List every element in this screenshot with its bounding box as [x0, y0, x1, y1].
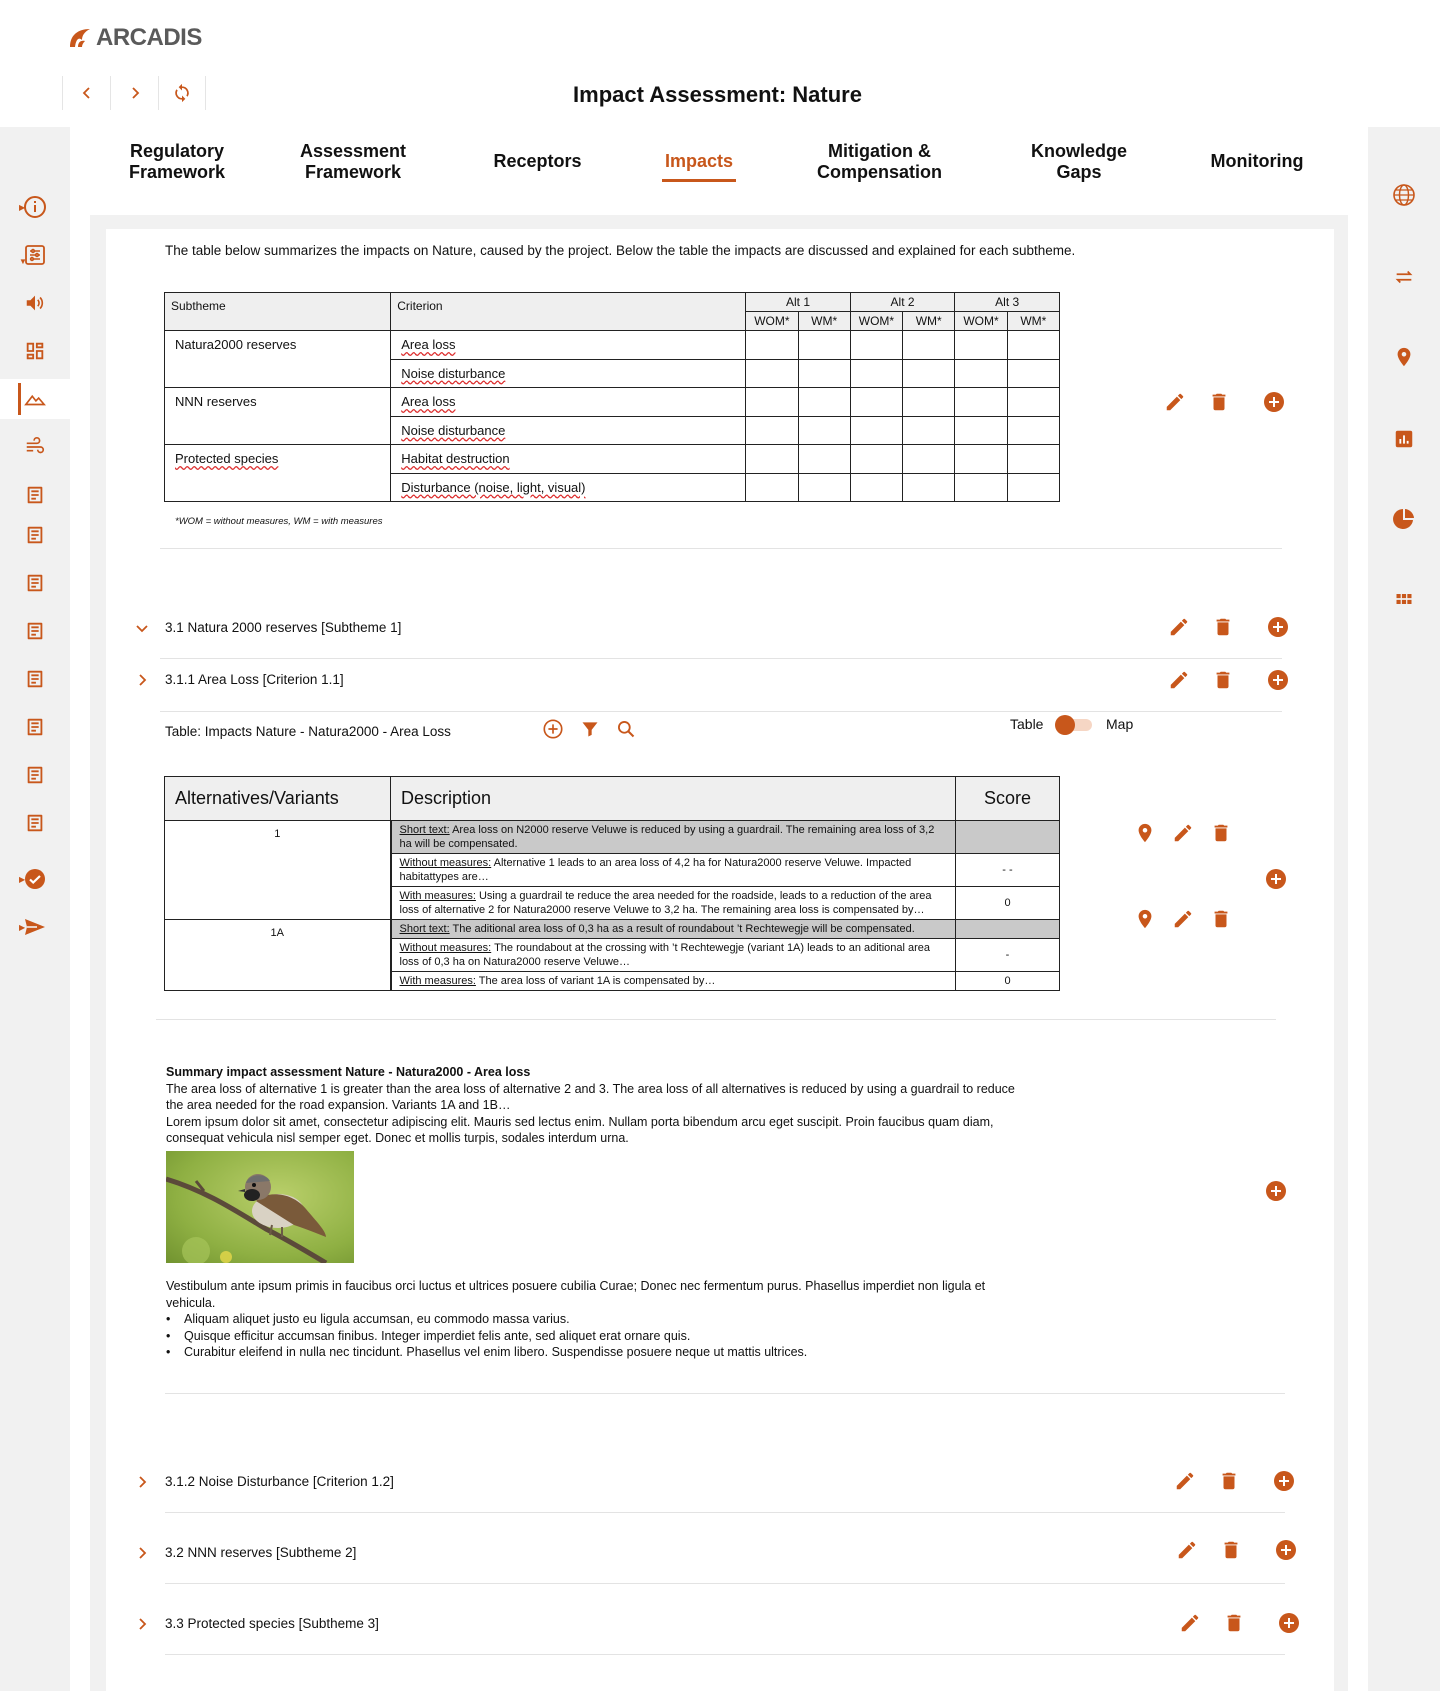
score-cell[interactable] — [955, 388, 1007, 417]
score-cell[interactable] — [1007, 359, 1059, 388]
list-item: • Quisque efficitur accumsan finibus. Integer imperdiet felis ante, sed aliquet erat ornare quis. — [166, 1328, 1026, 1345]
section-3-3-title[interactable]: 3.3 Protected species [Subtheme 3] — [165, 1616, 379, 1631]
add-circle-icon[interactable] — [1266, 615, 1290, 639]
table-footnote: *WOM = without measures, WM = with measures — [175, 516, 383, 527]
chevron-down-icon — [134, 620, 150, 636]
edit-pencil-icon[interactable] — [1172, 908, 1194, 930]
chevron-right-icon — [134, 672, 150, 688]
score-cell[interactable] — [798, 473, 850, 502]
score-cell[interactable] — [903, 416, 955, 445]
criterion-cell — [391, 445, 746, 474]
with-measures-cell[interactable] — [391, 887, 956, 920]
edit-pencil-icon[interactable] — [1174, 1470, 1196, 1492]
tab-monitoring[interactable] — [1192, 151, 1322, 172]
section-3-2-actions — [1176, 1538, 1298, 1562]
score-cell[interactable] — [746, 388, 798, 417]
with-measures-value: The area loss of variant 1A is compensated by… — [478, 975, 716, 987]
section-3-1-2-actions — [1174, 1469, 1296, 1493]
toggle-label-map: Map — [1106, 716, 1134, 732]
summary-title: Summary impact assessment Nature - Natura2000 - Area loss — [166, 1065, 531, 1079]
header-wm: WM* — [903, 312, 955, 331]
right-sidebar-bar-chart[interactable] — [1368, 419, 1440, 459]
tab-bar — [70, 127, 1368, 215]
list-item: • Curabitur eleifend in nulla nec tincidunt. Phasellus vel enim libero. Suspendisse posuere neque ut mattis ultrices. — [166, 1344, 1026, 1361]
without-measures-label: Without measures: — [399, 857, 492, 869]
expand-section-3-2[interactable] — [134, 1545, 150, 1561]
document-icon — [24, 764, 46, 786]
short-text-cell[interactable] — [391, 821, 956, 854]
divider — [165, 1512, 1285, 1513]
add-circle-icon — [1264, 867, 1288, 891]
right-sidebar — [1368, 127, 1440, 1691]
speaker-icon — [24, 292, 46, 314]
add-circle-icon[interactable] — [1272, 1469, 1296, 1493]
score-cell[interactable] — [746, 473, 798, 502]
short-text-label: Short text: — [399, 824, 450, 836]
toggle-label-table: Table — [1010, 716, 1044, 732]
summary-block — [166, 1064, 1026, 1147]
score-cell[interactable] — [746, 331, 798, 360]
sidebar-item-doc-1[interactable] — [0, 475, 70, 515]
delete-trash-icon[interactable] — [1210, 822, 1232, 844]
info-icon — [23, 195, 47, 219]
edit-pencil-icon[interactable] — [1172, 822, 1194, 844]
score-cell — [956, 920, 1060, 939]
brand-name: ARCADIS — [96, 24, 202, 51]
document-icon — [24, 812, 46, 834]
delete-trash-icon[interactable] — [1212, 669, 1234, 691]
refresh-button[interactable] — [158, 76, 206, 110]
criterion-cell — [391, 473, 746, 502]
edit-pencil-icon[interactable] — [1168, 669, 1190, 691]
header-wm: WM* — [798, 312, 850, 331]
edit-pencil-icon[interactable] — [1179, 1612, 1201, 1634]
grid-icon — [1394, 589, 1414, 609]
sidebar-item-send[interactable] — [0, 907, 70, 947]
short-text-label: Short text: — [399, 923, 450, 935]
left-sidebar — [0, 127, 70, 1691]
header-criterion: Criterion — [391, 293, 746, 331]
score-cell[interactable] — [850, 388, 902, 417]
score-cell[interactable] — [903, 331, 955, 360]
score-cell[interactable] — [1007, 473, 1059, 502]
criterion-cell — [391, 388, 746, 417]
add-circle-icon[interactable] — [1266, 668, 1290, 692]
score-cell[interactable] — [850, 473, 902, 502]
sidebar-item-doc-8[interactable] — [0, 803, 70, 843]
score-cell[interactable] — [850, 445, 902, 474]
arcadis-logo — [68, 24, 202, 52]
bullet-list — [166, 1311, 1026, 1361]
alt1-actions — [1134, 822, 1232, 844]
chevron-right-icon — [128, 86, 142, 100]
score-cell[interactable] — [850, 331, 902, 360]
header-wm: WM* — [1007, 312, 1059, 331]
sidebar-item-doc-2[interactable] — [0, 515, 70, 555]
globe-icon — [1392, 183, 1416, 207]
section-3-3-actions — [1179, 1611, 1301, 1635]
score-cell[interactable] — [850, 359, 902, 388]
divider — [160, 711, 1282, 712]
add-row-circle-icon[interactable] — [542, 718, 564, 740]
right-sidebar-swap[interactable] — [1368, 257, 1440, 297]
divider — [160, 548, 1282, 549]
criterion-text: Noise disturbance — [401, 422, 506, 438]
short-text-value: The aditional area loss of 0,3 ha as a result of roundabout ’t Rechtewegje will be compensated. — [452, 923, 915, 935]
short-text-value: Area loss on N2000 reserve Veluwe is reduced by using a guardrail. The remaining area loss of 3,2 ha will be compensated. — [399, 824, 935, 850]
tab-mitigation-compensation[interactable] — [792, 141, 967, 183]
caret-right-icon: ▶ — [19, 202, 26, 212]
search-icon[interactable] — [616, 719, 636, 739]
table-toolbar-actions — [542, 718, 636, 740]
edit-pencil-icon[interactable] — [1176, 1539, 1198, 1561]
criterion-text: Habitat destruction — [401, 451, 510, 467]
score-cell[interactable] — [1007, 416, 1059, 445]
sidebar-item-check[interactable] — [0, 859, 70, 899]
location-pin-icon — [1393, 346, 1415, 368]
subtheme-text: Protected species — [175, 451, 279, 466]
with-measures-cell[interactable] — [391, 972, 956, 991]
add-circle-icon — [1264, 1179, 1288, 1203]
expand-section-3-1[interactable] — [134, 620, 150, 636]
table-map-toggle[interactable] — [1054, 714, 1096, 736]
sidebar-item-info[interactable] — [0, 187, 70, 227]
toggle-switch-icon — [1054, 714, 1096, 736]
document-icon — [24, 572, 46, 594]
detail-paragraph: Vestibulum ante ipsum primis in faucibus orci luctus et ultrices posuere cubilia Curae; Donec nec fermentum purus. Phasellus imperdiet non ligula et vehicula. — [166, 1279, 986, 1310]
sidebar-item-settings[interactable] — [0, 235, 70, 275]
impacts-table-title: Table: Impacts Nature - Natura2000 - Area Loss — [165, 724, 451, 739]
caret-down-icon: ▼ — [19, 257, 27, 266]
bar-chart-icon — [1393, 428, 1415, 450]
score-cell[interactable]: - — [956, 939, 1060, 972]
chevron-right-icon — [134, 1474, 150, 1490]
page-title: Impact Assessment: Nature — [573, 82, 862, 107]
summary-paragraph: Lorem ipsum dolor sit amet, consectetur adipiscing elit. Mauris sed lectus enim. Nullam porta bibendum arcu eget suscipit. Proin faucibus quam diam, consequat vehicula nisl semper eget. Donec et mollis turpis, sodales interdum urna. — [166, 1114, 994, 1145]
delete-trash-icon[interactable] — [1220, 1539, 1242, 1561]
score-cell[interactable]: 0 — [956, 887, 1060, 920]
add-content-button[interactable] — [1264, 1179, 1288, 1203]
right-sidebar-grid[interactable] — [1368, 579, 1440, 619]
score-cell[interactable] — [850, 416, 902, 445]
active-tab-underline — [662, 179, 736, 182]
bird-photo — [166, 1151, 354, 1263]
back-button[interactable] — [62, 76, 110, 110]
send-icon — [23, 915, 47, 939]
tab-label: Regulatory — [129, 141, 225, 161]
divider — [165, 1654, 1285, 1655]
section-3-1-actions — [1168, 615, 1290, 639]
subtheme-cell: NNN reserves — [165, 388, 391, 445]
without-measures-value: Alternative 1 leads to an area loss of 4,2 ha for Natura2000 reserve Veluwe. Impacted habitattypes are… — [399, 857, 912, 883]
without-measures-label: Without measures: — [399, 942, 492, 954]
table-row — [165, 920, 1060, 939]
impacts-table — [164, 776, 1060, 991]
right-sidebar-globe[interactable] — [1368, 175, 1440, 215]
sidebar-item-dashboard[interactable] — [0, 331, 70, 371]
header-alt3: Alt 3 — [955, 293, 1060, 312]
delete-trash-icon[interactable] — [1218, 1470, 1240, 1492]
sidebar-item-air[interactable] — [0, 427, 70, 467]
score-cell[interactable] — [1007, 445, 1059, 474]
document-icon — [24, 716, 46, 738]
score-cell[interactable] — [746, 359, 798, 388]
intro-text: The table below summarizes the impacts on Nature, caused by the project. Below the table the impacts are discussed and explained for each subtheme. — [165, 243, 1076, 258]
without-measures-cell[interactable] — [391, 939, 956, 972]
pie-chart-icon — [1392, 507, 1416, 531]
header-alt2: Alt 2 — [850, 293, 955, 312]
score-cell[interactable] — [1007, 331, 1059, 360]
score-cell[interactable] — [798, 388, 850, 417]
add-circle-icon[interactable] — [1274, 1538, 1298, 1562]
wind-icon — [24, 436, 46, 458]
forward-button[interactable] — [110, 76, 158, 110]
header-wom: WOM* — [850, 312, 902, 331]
header-alt1: Alt 1 — [746, 293, 851, 312]
with-measures-label: With measures: — [399, 890, 476, 902]
sidebar-item-nature[interactable] — [0, 379, 70, 419]
without-measures-cell[interactable] — [391, 854, 956, 887]
tab-assessment-framework[interactable] — [278, 141, 428, 183]
detail-text-block — [166, 1278, 1026, 1361]
header-subtheme: Subtheme — [165, 293, 391, 331]
sidebar-item-doc-6[interactable] — [0, 707, 70, 747]
criterion-cell — [391, 416, 746, 445]
criterion-text: Area loss — [401, 394, 456, 410]
expand-section-3-3[interactable] — [134, 1616, 150, 1632]
caret-right-icon: ▶ — [19, 874, 26, 884]
with-measures-label: With measures: — [399, 975, 476, 987]
document-icon — [24, 668, 46, 690]
score-cell[interactable] — [798, 416, 850, 445]
divider — [156, 1019, 1276, 1020]
list-item: • Aliquam aliquet justo eu ligula accumsan, eu commodo massa varius. — [166, 1311, 1026, 1328]
table-row — [165, 331, 1060, 360]
tab-impacts[interactable] — [662, 151, 736, 172]
sidebar-item-doc-5[interactable] — [0, 659, 70, 699]
score-cell[interactable] — [798, 359, 850, 388]
criterion-cell — [391, 331, 746, 360]
tab-label: Impacts — [664, 151, 734, 171]
table-row — [165, 821, 1060, 854]
score-cell — [956, 821, 1060, 854]
header-wom: WOM* — [955, 312, 1007, 331]
swap-icon — [1393, 266, 1415, 288]
tab-label: Mitigation & — [828, 141, 931, 161]
document-icon — [24, 620, 46, 642]
document-icon — [24, 524, 46, 546]
expand-section-3-1-1[interactable] — [134, 672, 150, 688]
caret-right-icon: ▶ — [19, 922, 26, 932]
right-sidebar-pie-chart[interactable] — [1368, 499, 1440, 539]
table-row — [165, 445, 1060, 474]
section-3-2-title[interactable]: 3.2 NNN reserves [Subtheme 2] — [165, 1545, 357, 1560]
location-pin-icon[interactable] — [1134, 822, 1156, 844]
alt-cell: 1A — [165, 920, 391, 991]
edit-pencil-icon[interactable] — [1168, 616, 1190, 638]
filter-icon[interactable] — [580, 719, 600, 739]
score-cell[interactable] — [955, 359, 1007, 388]
tab-label: Framework — [128, 162, 226, 182]
header-description-text: Description — [401, 788, 492, 808]
sidebar-item-doc-3[interactable] — [0, 563, 70, 603]
divider — [165, 1393, 1285, 1394]
chevron-right-icon — [134, 1545, 150, 1561]
section-3-1-title[interactable]: 3.1 Natura 2000 reserves [Subtheme 1] — [165, 620, 402, 635]
score-cell[interactable] — [746, 445, 798, 474]
landscape-icon — [24, 388, 46, 410]
with-measures-value: Using a guardrail te reduce the area needed for the roadside, leads to a reduction of the area loss of alternative 2 for Natura2000 reserve Veluwe to 3,2 ha. The remaining area loss is compensated by… — [399, 890, 932, 916]
sparrow-image — [166, 1151, 354, 1263]
table-row — [165, 388, 1060, 417]
header-score: Score — [956, 777, 1060, 821]
right-sidebar-location[interactable] — [1368, 337, 1440, 377]
refresh-icon — [172, 83, 192, 103]
score-cell[interactable] — [903, 388, 955, 417]
sidebar-item-sound[interactable] — [0, 283, 70, 323]
arcadis-logo-icon — [68, 27, 92, 49]
without-measures-value: The roundabout at the crossing with ’t Rechtewegje (variant 1A) leads to an aditional area loss of 0,3 ha on Natura2000 reserve Veluwe… — [399, 942, 931, 968]
score-cell[interactable]: - - — [956, 854, 1060, 887]
location-pin-icon[interactable] — [1134, 908, 1156, 930]
delete-trash-icon[interactable] — [1210, 908, 1232, 930]
expand-section-3-1-2[interactable] — [134, 1474, 150, 1490]
tab-label: Monitoring — [1210, 151, 1304, 171]
tab-knowledge-gaps[interactable] — [1014, 141, 1144, 183]
criterion-text: Disturbance (noise, light, visual) — [401, 479, 586, 495]
tab-label: Gaps — [1056, 162, 1102, 182]
score-cell[interactable] — [903, 473, 955, 502]
header-description — [391, 777, 956, 821]
score-cell[interactable] — [903, 445, 955, 474]
subtheme-cell — [165, 445, 391, 502]
alt1a-actions — [1134, 908, 1232, 930]
tab-label: Framework — [304, 162, 402, 182]
add-circle-icon[interactable] — [1277, 1611, 1301, 1635]
tab-label: Receptors — [493, 151, 582, 171]
document-icon — [24, 484, 46, 506]
score-cell[interactable] — [798, 445, 850, 474]
tab-label: Knowledge — [1030, 141, 1127, 161]
score-cell[interactable] — [1007, 388, 1059, 417]
tab-receptors[interactable] — [470, 151, 605, 172]
dashboard-icon — [24, 340, 46, 362]
score-cell[interactable] — [746, 416, 798, 445]
check-circle-icon — [23, 867, 47, 891]
summary-table-actions — [1164, 390, 1286, 414]
chevron-right-icon — [134, 1616, 150, 1632]
score-cell[interactable] — [903, 359, 955, 388]
header-alternatives: Alternatives/Variants — [165, 777, 391, 821]
add-circle-icon[interactable] — [1262, 390, 1286, 414]
section-3-1-2-title[interactable]: 3.1.2 Noise Disturbance [Criterion 1.2] — [165, 1474, 394, 1489]
add-alternative-button[interactable] — [1264, 867, 1288, 891]
edit-pencil-icon[interactable] — [1164, 391, 1186, 413]
sidebar-item-doc-4[interactable] — [0, 611, 70, 651]
score-cell[interactable] — [955, 445, 1007, 474]
alt-cell: 1 — [165, 821, 391, 920]
chevron-left-icon — [80, 86, 94, 100]
summary-paragraph: The area loss of alternative 1 is greater than the area loss of alternative 2 and 3. The area loss of all alternatives is reduced by using a guardrail to reduce the area needed for the road expansion. Variants 1A and 1B… — [166, 1081, 1015, 1112]
subtheme-cell: Natura2000 reserves — [165, 331, 391, 388]
summary-table — [164, 292, 1060, 502]
criterion-text: Area loss — [401, 337, 456, 353]
delete-trash-icon[interactable] — [1212, 616, 1234, 638]
tab-label: Compensation — [816, 162, 942, 182]
score-cell[interactable]: 0 — [956, 972, 1060, 991]
section-3-1-1-title[interactable]: 3.1.1 Area Loss [Criterion 1.1] — [165, 672, 344, 687]
criterion-text: Noise disturbance — [401, 365, 506, 381]
score-cell[interactable] — [955, 331, 1007, 360]
divider — [160, 658, 1282, 659]
section-3-1-1-actions — [1168, 668, 1290, 692]
score-cell[interactable] — [955, 473, 1007, 502]
score-cell[interactable] — [955, 416, 1007, 445]
divider — [165, 1583, 1285, 1584]
delete-trash-icon[interactable] — [1223, 1612, 1245, 1634]
tab-regulatory-framework[interactable] — [102, 141, 252, 183]
header-wom: WOM* — [746, 312, 798, 331]
criterion-cell — [391, 359, 746, 388]
tab-label: Assessment — [299, 141, 407, 161]
score-cell[interactable] — [798, 331, 850, 360]
short-text-cell[interactable] — [391, 920, 956, 939]
nav-controls — [62, 76, 206, 110]
sidebar-item-doc-7[interactable] — [0, 755, 70, 795]
delete-trash-icon[interactable] — [1208, 391, 1230, 413]
